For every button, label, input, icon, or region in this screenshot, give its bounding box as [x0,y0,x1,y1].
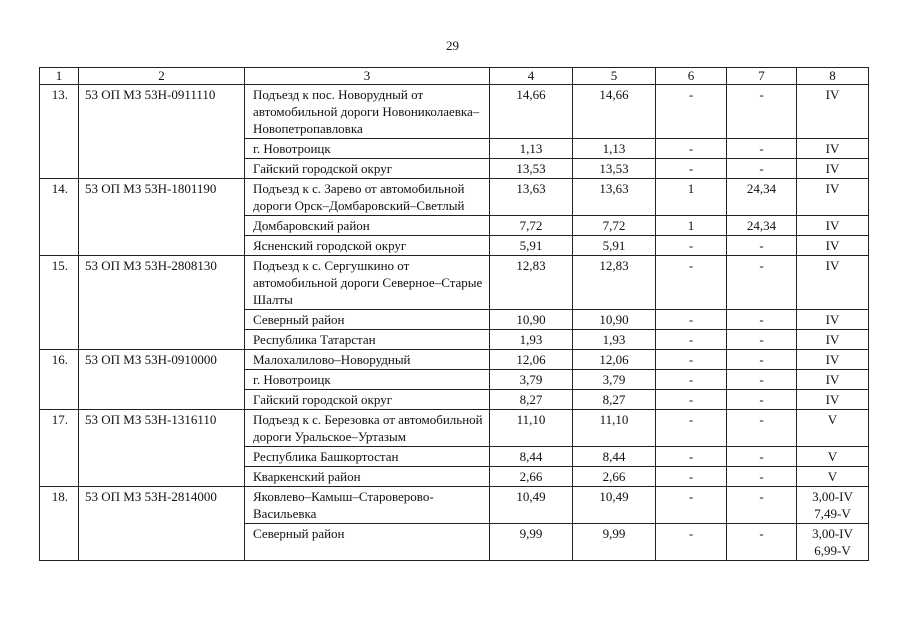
road-name: Яковлево–Камыш–Староверово-Васильевка [245,487,490,524]
road-category: 3,00-IV 7,49-V [797,487,869,524]
count-col6: - [656,330,727,350]
table-header-row [40,68,869,85]
length-total: 13,53 [490,159,573,179]
length-col5: 7,72 [573,216,656,236]
count-col6: - [656,350,727,370]
count-col6: - [656,159,727,179]
road-category: IV [797,370,869,390]
row-number: 14. [40,179,79,256]
road-category: IV [797,216,869,236]
road-code: 53 ОП МЗ 53Н-1316110 [79,410,245,487]
roads-table [39,67,869,561]
road-category: IV [797,350,869,370]
length-total: 3,79 [490,370,573,390]
road-code: 53 ОП МЗ 53Н-2814000 [79,487,245,561]
length-total: 12,06 [490,350,573,370]
table-row [40,410,869,447]
row-number: 13. [40,85,79,179]
count-col6: 1 [656,179,727,216]
page-number: 29 [446,38,459,53]
count-col6: - [656,139,727,159]
length-col5: 11,10 [573,410,656,447]
table-row [40,179,869,216]
row-number: 17. [40,410,79,487]
road-category: 3,00-IV 6,99-V [797,524,869,561]
table-body [40,68,869,561]
road-name: Подъезд к пос. Новорудный от автомобильной дороги Новониколаевка–Новопетропавловка [245,85,490,139]
length-col7: - [727,447,797,467]
row-number: 16. [40,350,79,410]
count-col6: - [656,370,727,390]
length-col5: 10,90 [573,310,656,330]
length-col7: - [727,467,797,487]
length-col5: 1,93 [573,330,656,350]
length-total: 8,27 [490,390,573,410]
column-header: 7 [727,68,797,85]
road-category: V [797,410,869,447]
length-total: 14,66 [490,85,573,139]
road-name: Подъезд к с. Сергушкино от автомобильной дороги Северное–Старые Шалты [245,256,490,310]
length-col7: - [727,330,797,350]
length-col7: - [727,370,797,390]
road-category: IV [797,139,869,159]
length-col5: 13,63 [573,179,656,216]
table-row [40,487,869,524]
count-col6: - [656,410,727,447]
count-col6: - [656,310,727,330]
length-total: 11,10 [490,410,573,447]
length-total: 5,91 [490,236,573,256]
length-col5: 12,06 [573,350,656,370]
length-total: 12,83 [490,256,573,310]
road-name: г. Новотроицк [245,370,490,390]
road-category: IV [797,330,869,350]
count-col6: - [656,487,727,524]
count-col6: - [656,85,727,139]
road-category: IV [797,179,869,216]
road-category: IV [797,236,869,256]
road-name: Подъезд к с. Зарево от автомобильной дороги Орск–Домбаровский–Светлый [245,179,490,216]
road-name: Гайский городской округ [245,390,490,410]
length-total: 9,99 [490,524,573,561]
road-name: Республика Башкортостан [245,447,490,467]
road-category: IV [797,159,869,179]
length-col7: - [727,390,797,410]
length-col5: 8,44 [573,447,656,467]
column-header: 4 [490,68,573,85]
length-col5: 3,79 [573,370,656,390]
length-total: 10,90 [490,310,573,330]
length-col7: - [727,139,797,159]
table-row [40,350,869,370]
length-col5: 13,53 [573,159,656,179]
length-total: 1,93 [490,330,573,350]
road-code: 53 ОП МЗ 53Н-0910000 [79,350,245,410]
length-col5: 2,66 [573,467,656,487]
length-col7: - [727,236,797,256]
count-col6: - [656,467,727,487]
road-name: Домбаровский район [245,216,490,236]
road-name: Северный район [245,524,490,561]
road-name: Кваркенский район [245,467,490,487]
length-col7: - [727,159,797,179]
count-col6: - [656,390,727,410]
column-header: 3 [245,68,490,85]
length-col7: - [727,410,797,447]
length-col7: - [727,487,797,524]
row-number: 15. [40,256,79,350]
length-total: 1,13 [490,139,573,159]
road-category: IV [797,390,869,410]
road-category: IV [797,85,869,139]
length-col5: 9,99 [573,524,656,561]
length-col7: - [727,350,797,370]
road-name: Подъезд к с. Березовка от автомобильной дороги Уральское–Уртазым [245,410,490,447]
length-col7: 24,34 [727,216,797,236]
road-category: IV [797,310,869,330]
column-header: 8 [797,68,869,85]
column-header: 1 [40,68,79,85]
length-col7: - [727,85,797,139]
length-col5: 1,13 [573,139,656,159]
road-code: 53 ОП МЗ 53Н-1801190 [79,179,245,256]
road-code: 53 ОП МЗ 53Н-2808130 [79,256,245,350]
length-col7: - [727,524,797,561]
length-total: 7,72 [490,216,573,236]
count-col6: 1 [656,216,727,236]
length-col5: 10,49 [573,487,656,524]
road-name: Северный район [245,310,490,330]
length-total: 13,63 [490,179,573,216]
length-total: 2,66 [490,467,573,487]
table-row [40,85,869,139]
road-category: V [797,467,869,487]
column-header: 6 [656,68,727,85]
count-col6: - [656,524,727,561]
count-col6: - [656,256,727,310]
road-category: V [797,447,869,467]
road-name: Гайский городской округ [245,159,490,179]
road-name: г. Новотроицк [245,139,490,159]
length-col7: - [727,310,797,330]
length-col5: 14,66 [573,85,656,139]
column-header: 5 [573,68,656,85]
column-header: 2 [79,68,245,85]
length-col5: 12,83 [573,256,656,310]
length-col5: 8,27 [573,390,656,410]
row-number: 18. [40,487,79,561]
road-category: IV [797,256,869,310]
road-name: Ясненский городской округ [245,236,490,256]
count-col6: - [656,447,727,467]
length-col5: 5,91 [573,236,656,256]
length-col7: - [727,256,797,310]
length-total: 10,49 [490,487,573,524]
table-row [40,256,869,310]
length-col7: 24,34 [727,179,797,216]
count-col6: - [656,236,727,256]
road-name: Малохалилово–Новорудный [245,350,490,370]
road-code: 53 ОП МЗ 53Н-0911110 [79,85,245,179]
length-total: 8,44 [490,447,573,467]
road-name: Республика Татарстан [245,330,490,350]
